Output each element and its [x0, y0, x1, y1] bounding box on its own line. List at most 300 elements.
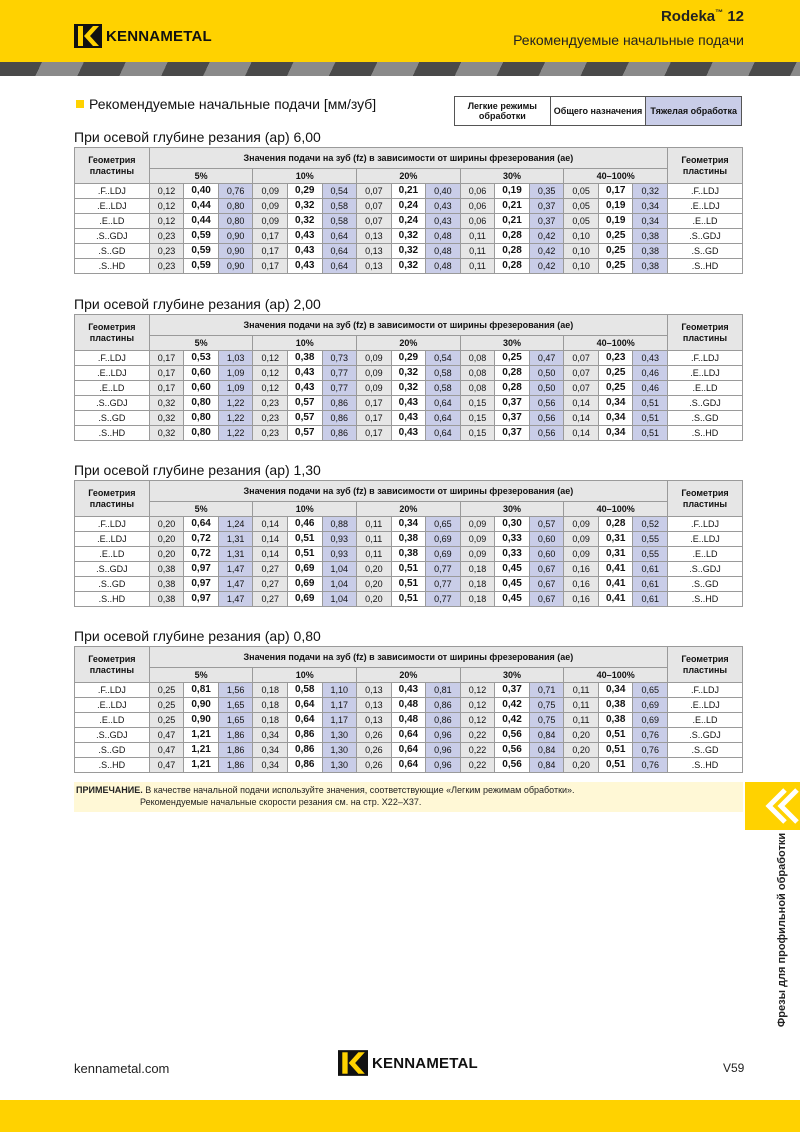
feed-heavy: 0,38 — [633, 259, 668, 274]
feed-heavy: 0,43 — [633, 351, 668, 366]
feed-heavy: 1,31 — [218, 547, 253, 562]
width-header: 20% — [357, 668, 461, 683]
table-row — [75, 592, 743, 607]
row-geometry: .S..HD — [75, 592, 150, 607]
row-geometry: .S..GD — [668, 244, 743, 259]
feed-general: 0,25 — [598, 244, 633, 259]
width-header: 20% — [357, 502, 461, 517]
feed-heavy: 0,38 — [633, 244, 668, 259]
feed-general: 0,46 — [287, 517, 322, 532]
feed-general: 0,24 — [391, 199, 426, 214]
row-geometry: .E..LDJ — [668, 532, 743, 547]
feed-general: 0,56 — [495, 728, 530, 743]
feed-heavy: 0,54 — [426, 351, 461, 366]
row-geometry: .S..GD — [75, 743, 150, 758]
feed-light: 0,17 — [149, 366, 184, 381]
feed-general: 0,64 — [391, 728, 426, 743]
feed-general: 0,34 — [598, 411, 633, 426]
feed-heavy: 1,86 — [218, 728, 253, 743]
feed-light: 0,26 — [357, 728, 392, 743]
row-geometry: .E..LDJ — [668, 199, 743, 214]
feed-light: 0,13 — [357, 683, 392, 698]
table-row — [75, 351, 743, 366]
feed-general: 0,25 — [495, 351, 530, 366]
row-geometry: .E..LD — [75, 381, 150, 396]
feed-light: 0,23 — [253, 426, 288, 441]
feed-general: 0,59 — [184, 229, 219, 244]
feed-general: 0,28 — [495, 229, 530, 244]
row-geometry: .S..HD — [668, 758, 743, 773]
feed-light: 0,10 — [564, 229, 599, 244]
footer-logo-wordmark: KENNAMETAL — [372, 1054, 478, 1072]
width-header: 20% — [357, 169, 461, 184]
feed-heavy: 1,65 — [218, 713, 253, 728]
feed-light: 0,34 — [253, 758, 288, 773]
feed-general: 0,32 — [391, 229, 426, 244]
feed-table — [74, 646, 743, 773]
width-header: 40–100% — [564, 668, 668, 683]
feed-heavy: 0,51 — [633, 411, 668, 426]
feed-general: 0,59 — [184, 244, 219, 259]
feed-general: 0,38 — [287, 351, 322, 366]
side-tab-text: Фрезы для профильной обработки — [776, 832, 788, 1028]
feed-heavy: 0,48 — [426, 244, 461, 259]
feed-general: 0,48 — [391, 698, 426, 713]
width-header: 5% — [149, 169, 253, 184]
feed-general: 0,72 — [184, 532, 219, 547]
row-geometry: .S..GDJ — [668, 229, 743, 244]
feed-general: 0,31 — [598, 547, 633, 562]
row-geometry: .F..LDJ — [668, 184, 743, 199]
row-geometry: .S..HD — [668, 592, 743, 607]
feed-heavy: 0,51 — [633, 426, 668, 441]
feed-light: 0,22 — [460, 743, 495, 758]
feed-light: 0,15 — [460, 411, 495, 426]
feed-heavy: 0,86 — [426, 713, 461, 728]
feed-heavy: 0,46 — [633, 366, 668, 381]
feed-light: 0,17 — [357, 396, 392, 411]
feed-light: 0,09 — [253, 199, 288, 214]
row-geometry: .F..LDJ — [75, 184, 150, 199]
row-geometry: .S..GDJ — [668, 728, 743, 743]
page-number: V59 — [723, 1061, 745, 1075]
feed-heavy: 0,54 — [322, 184, 357, 199]
feed-light: 0,12 — [253, 351, 288, 366]
row-geometry: .S..HD — [75, 259, 150, 274]
feed-heavy: 0,69 — [426, 532, 461, 547]
feed-heavy: 0,77 — [426, 592, 461, 607]
feed-heavy: 0,38 — [633, 229, 668, 244]
section-title-text: Рекомендуемые начальные подачи [мм/зуб] — [89, 96, 377, 112]
feed-general: 0,64 — [391, 743, 426, 758]
feed-light: 0,05 — [564, 214, 599, 229]
row-geometry: .E..LDJ — [668, 366, 743, 381]
feed-heavy: 1,24 — [218, 517, 253, 532]
note-label: ПРИМЕЧАНИЕ. — [76, 785, 143, 795]
width-header: 40–100% — [564, 169, 668, 184]
product-title — [661, 8, 744, 25]
table-row — [75, 396, 743, 411]
row-geometry: .E..LDJ — [668, 698, 743, 713]
feed-heavy: 0,61 — [633, 577, 668, 592]
feed-heavy: 0,48 — [426, 259, 461, 274]
feed-general: 0,80 — [184, 411, 219, 426]
row-geometry: .S..GDJ — [75, 396, 150, 411]
feed-general: 0,59 — [184, 259, 219, 274]
feed-general: 0,32 — [391, 381, 426, 396]
table-row — [75, 366, 743, 381]
feed-general: 0,44 — [184, 214, 219, 229]
feed-general: 0,97 — [184, 577, 219, 592]
page-header — [0, 0, 800, 62]
feed-heavy: 0,81 — [426, 683, 461, 698]
row-geometry: .S..GDJ — [668, 562, 743, 577]
feed-heavy: 0,86 — [322, 426, 357, 441]
feed-light: 0,11 — [460, 244, 495, 259]
feed-general: 0,31 — [598, 532, 633, 547]
feed-heavy: 0,69 — [633, 713, 668, 728]
feed-heavy: 0,46 — [633, 381, 668, 396]
feed-heavy: 1,86 — [218, 743, 253, 758]
feed-general: 0,34 — [391, 517, 426, 532]
note-box — [74, 782, 743, 812]
feed-general: 0,43 — [287, 259, 322, 274]
feed-table — [74, 147, 743, 274]
feed-light: 0,34 — [253, 728, 288, 743]
feed-light: 0,18 — [253, 698, 288, 713]
feed-general: 0,51 — [391, 592, 426, 607]
feed-general: 1,21 — [184, 758, 219, 773]
feed-heavy: 0,34 — [633, 199, 668, 214]
footer-bar — [0, 1100, 800, 1132]
row-geometry: .E..LD — [668, 547, 743, 562]
feed-light: 0,11 — [460, 259, 495, 274]
feed-heavy: 1,30 — [322, 743, 357, 758]
row-geometry: .S..GD — [668, 743, 743, 758]
width-header: 10% — [253, 336, 357, 351]
row-geometry: .S..HD — [75, 758, 150, 773]
feed-light: 0,14 — [253, 517, 288, 532]
feed-light: 0,14 — [253, 532, 288, 547]
feed-general: 0,86 — [287, 758, 322, 773]
feed-heavy: 0,47 — [529, 351, 564, 366]
table-row — [75, 259, 743, 274]
feed-heavy: 1,04 — [322, 562, 357, 577]
table-row — [75, 214, 743, 229]
feed-light: 0,13 — [357, 698, 392, 713]
feed-general: 0,29 — [391, 351, 426, 366]
feed-heavy: 0,86 — [322, 411, 357, 426]
table-row — [75, 728, 743, 743]
feed-heavy: 0,86 — [426, 698, 461, 713]
kennametal-logo — [74, 22, 212, 50]
table-row — [75, 562, 743, 577]
row-geometry: .S..HD — [75, 426, 150, 441]
table-row — [75, 517, 743, 532]
feed-general: 0,60 — [184, 381, 219, 396]
width-header: 30% — [460, 169, 564, 184]
feed-heavy: 0,73 — [322, 351, 357, 366]
feed-general: 0,41 — [598, 592, 633, 607]
feed-general: 0,97 — [184, 562, 219, 577]
feed-heavy: 1,31 — [218, 532, 253, 547]
feed-general: 0,97 — [184, 592, 219, 607]
feed-heavy: 0,96 — [426, 728, 461, 743]
feed-heavy: 0,76 — [633, 758, 668, 773]
feed-general: 0,51 — [598, 728, 633, 743]
feed-light: 0,16 — [564, 562, 599, 577]
feed-light: 0,09 — [460, 547, 495, 562]
feed-light: 0,18 — [460, 562, 495, 577]
feed-general: 0,51 — [287, 532, 322, 547]
feed-heavy: 1,17 — [322, 713, 357, 728]
feed-heavy: 1,47 — [218, 577, 253, 592]
feed-general: 0,29 — [287, 184, 322, 199]
feed-light: 0,34 — [253, 743, 288, 758]
feed-general: 0,25 — [598, 229, 633, 244]
footer-logo — [338, 1050, 478, 1076]
width-header: 5% — [149, 502, 253, 517]
feed-light: 0,14 — [564, 396, 599, 411]
feed-light: 0,20 — [149, 547, 184, 562]
feed-light: 0,12 — [149, 199, 184, 214]
feed-heavy: 0,50 — [529, 366, 564, 381]
table-row — [75, 184, 743, 199]
feed-light: 0,07 — [564, 366, 599, 381]
feed-light: 0,20 — [357, 592, 392, 607]
row-geometry: .F..LDJ — [668, 351, 743, 366]
geometry-header: Геометрия пластины — [75, 481, 150, 517]
feed-heavy: 1,09 — [218, 366, 253, 381]
row-geometry: .S..GD — [75, 411, 150, 426]
feed-general: 0,32 — [287, 199, 322, 214]
feed-general: 0,43 — [287, 229, 322, 244]
feed-heavy: 0,60 — [529, 532, 564, 547]
feed-general: 0,69 — [287, 562, 322, 577]
row-geometry: .E..LDJ — [75, 366, 150, 381]
feed-general: 0,25 — [598, 366, 633, 381]
feed-heavy: 1,22 — [218, 396, 253, 411]
feed-general: 0,51 — [391, 577, 426, 592]
feed-light: 0,15 — [460, 426, 495, 441]
feed-heavy: 1,30 — [322, 728, 357, 743]
feed-heavy: 0,64 — [322, 229, 357, 244]
feed-heavy: 0,96 — [426, 743, 461, 758]
feed-light: 0,12 — [460, 698, 495, 713]
geometry-header: Геометрия пластины — [668, 481, 743, 517]
feed-general: 0,44 — [184, 199, 219, 214]
note-text-1: В качестве начальной подачи используйте значения, соответствующие «Легким режимам обработки». — [145, 785, 575, 795]
section-tab — [745, 782, 800, 830]
feed-general: 0,28 — [495, 244, 530, 259]
feed-light: 0,07 — [564, 381, 599, 396]
feed-heavy: 0,37 — [529, 199, 564, 214]
width-header: 10% — [253, 502, 357, 517]
feed-heavy: 1,47 — [218, 562, 253, 577]
row-geometry: .S..GD — [75, 244, 150, 259]
row-geometry: .F..LDJ — [75, 683, 150, 698]
feed-general: 0,28 — [598, 517, 633, 532]
feed-general: 0,38 — [391, 547, 426, 562]
feed-light: 0,22 — [460, 728, 495, 743]
feed-general: 0,19 — [598, 199, 633, 214]
feed-light: 0,38 — [149, 562, 184, 577]
geometry-header: Геометрия пластины — [668, 647, 743, 683]
feed-heavy: 0,64 — [322, 259, 357, 274]
feed-general: 0,57 — [287, 411, 322, 426]
feed-heavy: 1,65 — [218, 698, 253, 713]
feed-light: 0,47 — [149, 758, 184, 773]
feed-general: 0,56 — [495, 758, 530, 773]
feed-general: 0,37 — [495, 396, 530, 411]
row-geometry: .F..LDJ — [75, 351, 150, 366]
feed-general: 0,24 — [391, 214, 426, 229]
feed-heavy: 0,69 — [426, 547, 461, 562]
product-name: Rodeka — [660, 8, 716, 25]
feed-light: 0,23 — [149, 259, 184, 274]
feed-light: 0,11 — [564, 698, 599, 713]
width-header: 5% — [149, 668, 253, 683]
table-row — [75, 698, 743, 713]
feed-light: 0,22 — [460, 758, 495, 773]
feed-general: 0,28 — [495, 381, 530, 396]
feed-light: 0,11 — [357, 517, 392, 532]
feed-light: 0,06 — [460, 199, 495, 214]
feed-general: 0,41 — [598, 577, 633, 592]
header-stripe — [0, 62, 800, 76]
feed-heavy: 0,77 — [322, 381, 357, 396]
feed-heavy: 0,93 — [322, 547, 357, 562]
feed-general: 0,38 — [598, 698, 633, 713]
feed-general: 0,25 — [598, 381, 633, 396]
row-geometry: .E..LD — [668, 713, 743, 728]
feed-light: 0,05 — [564, 184, 599, 199]
feed-heavy: 1,17 — [322, 698, 357, 713]
feed-heavy: 0,96 — [426, 758, 461, 773]
footer-url[interactable]: kennametal.com — [74, 1061, 170, 1076]
feed-light: 0,09 — [357, 366, 392, 381]
feed-general: 0,51 — [598, 743, 633, 758]
feed-heavy: 0,55 — [633, 532, 668, 547]
feed-light: 0,17 — [253, 229, 288, 244]
feed-light: 0,16 — [564, 577, 599, 592]
mode-legend — [454, 96, 742, 126]
feed-heavy: 0,71 — [529, 683, 564, 698]
table-row — [75, 229, 743, 244]
feed-general: 0,45 — [495, 577, 530, 592]
feed-light: 0,14 — [564, 426, 599, 441]
geometry-header: Геометрия пластины — [75, 148, 150, 184]
kennametal-k-icon — [74, 24, 102, 48]
table-row — [75, 743, 743, 758]
feed-light: 0,11 — [564, 713, 599, 728]
table-row — [75, 532, 743, 547]
feed-heavy: 1,03 — [218, 351, 253, 366]
feed-light: 0,18 — [253, 713, 288, 728]
feed-general: 0,28 — [495, 366, 530, 381]
feed-general: 0,42 — [495, 713, 530, 728]
row-geometry: .S..GDJ — [75, 562, 150, 577]
note-line-1 — [76, 785, 575, 796]
feed-heavy: 0,77 — [426, 562, 461, 577]
feed-heavy: 0,67 — [529, 562, 564, 577]
feed-light: 0,20 — [149, 532, 184, 547]
feed-light: 0,09 — [253, 214, 288, 229]
table-row — [75, 683, 743, 698]
feed-light: 0,11 — [357, 547, 392, 562]
feed-light: 0,25 — [149, 698, 184, 713]
feed-light: 0,20 — [564, 758, 599, 773]
feed-heavy: 0,64 — [426, 426, 461, 441]
feed-general: 0,28 — [495, 259, 530, 274]
width-header: 30% — [460, 668, 564, 683]
feed-heavy: 0,58 — [426, 381, 461, 396]
row-geometry: .E..LD — [668, 381, 743, 396]
feed-general: 0,51 — [598, 758, 633, 773]
geometry-header: Геометрия пластины — [668, 148, 743, 184]
feed-general: 1,21 — [184, 728, 219, 743]
feed-general: 0,25 — [598, 259, 633, 274]
feed-heavy: 0,90 — [218, 229, 253, 244]
feed-general: 0,42 — [495, 698, 530, 713]
feed-light: 0,15 — [460, 396, 495, 411]
feed-general: 0,86 — [287, 728, 322, 743]
feed-heavy: 0,67 — [529, 592, 564, 607]
feed-light: 0,09 — [460, 532, 495, 547]
feed-light: 0,17 — [149, 351, 184, 366]
feed-heavy: 1,56 — [218, 683, 253, 698]
feed-heavy: 0,64 — [426, 411, 461, 426]
row-geometry: .F..LDJ — [75, 517, 150, 532]
width-header: 10% — [253, 169, 357, 184]
feed-light: 0,20 — [149, 517, 184, 532]
feed-light: 0,12 — [253, 366, 288, 381]
feed-light: 0,23 — [253, 411, 288, 426]
table-title: При осевой глубине резания (ap) 2,00 — [74, 296, 321, 312]
feed-general: 0,64 — [287, 713, 322, 728]
row-geometry: .F..LDJ — [668, 517, 743, 532]
row-geometry: .E..LDJ — [75, 698, 150, 713]
row-geometry: .S..GDJ — [668, 396, 743, 411]
row-geometry: .S..HD — [668, 259, 743, 274]
feed-general: 0,56 — [495, 743, 530, 758]
feed-heavy: 0,69 — [633, 698, 668, 713]
feed-general: 0,41 — [598, 562, 633, 577]
table-row — [75, 381, 743, 396]
feed-light: 0,16 — [564, 592, 599, 607]
feed-light: 0,23 — [253, 396, 288, 411]
feed-heavy: 0,61 — [633, 562, 668, 577]
legend-heavy: Тяжелая обработка — [646, 97, 741, 125]
table-row — [75, 199, 743, 214]
feed-heavy: 0,90 — [218, 244, 253, 259]
feed-light: 0,07 — [564, 351, 599, 366]
feed-heavy: 0,65 — [633, 683, 668, 698]
feed-heavy: 0,52 — [633, 517, 668, 532]
feed-general: 0,19 — [495, 184, 530, 199]
feed-general: 0,32 — [287, 214, 322, 229]
feed-light: 0,32 — [149, 411, 184, 426]
feed-general: 0,43 — [391, 426, 426, 441]
row-geometry: .S..GD — [668, 411, 743, 426]
table-row — [75, 426, 743, 441]
feed-general: 0,72 — [184, 547, 219, 562]
row-geometry: .S..GD — [668, 577, 743, 592]
feed-heavy: 0,75 — [529, 713, 564, 728]
feed-heavy: 0,56 — [529, 396, 564, 411]
feed-general: 0,37 — [495, 426, 530, 441]
feed-heavy: 1,09 — [218, 381, 253, 396]
